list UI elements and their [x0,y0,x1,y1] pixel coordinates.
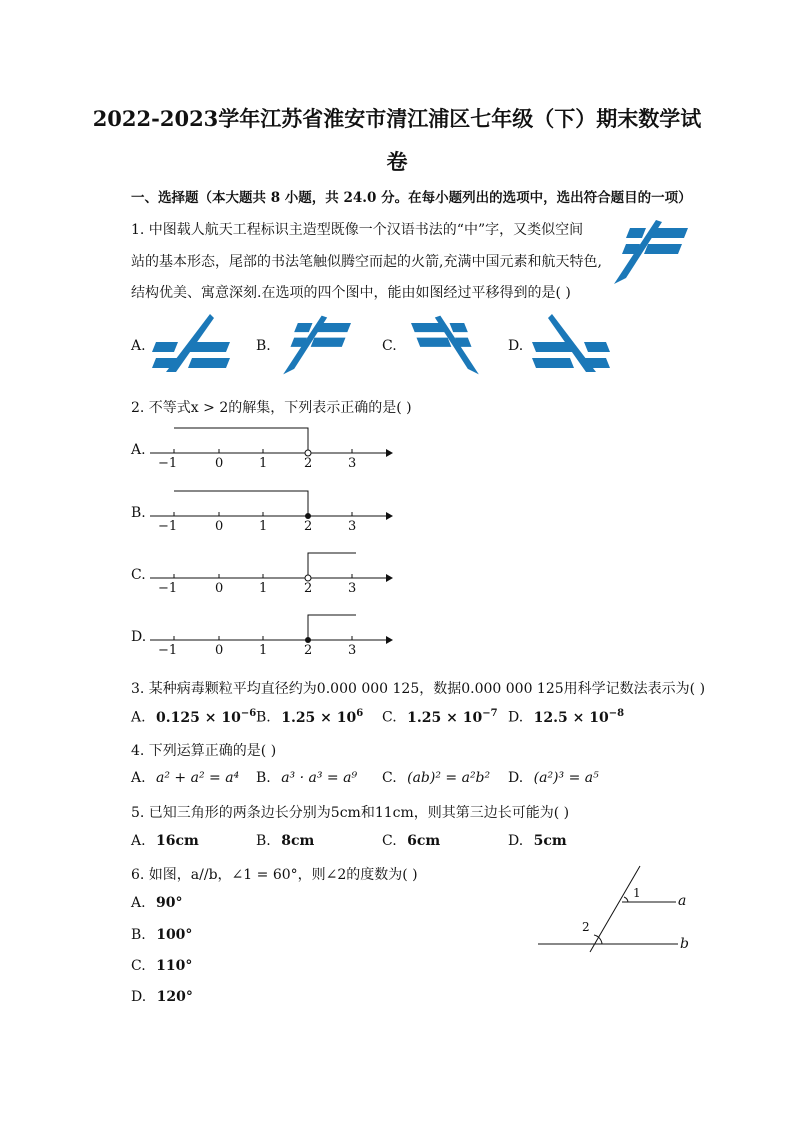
option-letter: B. [256,833,271,849]
q1-main-logo-image [612,216,692,288]
q4-option-b[interactable] [256,770,357,786]
q1-option-d-logo-image[interactable] [530,312,610,376]
tick-label: 3 [348,456,357,471]
option-letter: C. [382,709,397,726]
q5-option-b[interactable] [256,833,314,849]
option-letter: D. [131,989,147,1005]
tick-label: 3 [348,519,357,534]
option-letter: A. [131,833,146,849]
tick-label: 2 [304,519,313,534]
option-base: 1.25 × 10 [407,709,483,726]
q3-option-c[interactable] [382,708,498,726]
q6-parallel-lines-figure [538,862,698,952]
tick-label: 2 [304,581,313,596]
q5-option-d[interactable] [508,833,567,849]
option-expression: a³ · a³ = a⁹ [281,770,358,786]
option-base: 12.5 × 10 [533,709,609,726]
q2-option-a-number-line[interactable] [150,420,395,470]
option-value: 8cm [281,833,315,849]
q2-option-c-label[interactable]: C. [131,567,146,583]
option-expression: a² + a² = a⁴ [156,770,240,786]
option-value: 100° [156,927,193,943]
option-expression: (ab)² = a²b² [407,770,491,786]
tick-label: 1 [259,643,268,658]
option-letter: A. [131,770,146,786]
q6-option-a[interactable] [131,895,183,911]
page-title-line2: 卷 [386,149,408,174]
q5-option-a[interactable] [131,833,199,849]
q6-option-d[interactable] [131,989,193,1005]
option-value: 110° [156,958,193,974]
q4-stem: 4. 下列运算正确的是( ) [131,743,277,759]
option-letter: B. [131,927,146,943]
option-exponent: −6 [240,708,257,719]
tick-label: 1 [259,581,268,596]
option-value: 90° [156,895,183,911]
option-exponent: 6 [356,708,364,719]
q2-option-b-label[interactable]: B. [131,505,146,521]
option-letter: C. [382,770,397,786]
q1-line1: 1. 中图载人航天工程标识主造型既像一个汉语书法的“中”字，又类似空间 [131,222,584,238]
tick-label: −1 [158,519,178,534]
option-letter: A. [131,895,146,911]
q1-line2: 站的基本形态，尾部的书法笔触似腾空而起的火箭,充满中国元素和航天特色, [131,254,602,270]
option-base: 0.125 × 10 [156,709,241,726]
tick-label: 1 [259,519,268,534]
line-b-label: b [680,936,689,952]
tick-label: 0 [215,456,224,471]
q1-line3: 结构优美、寓意深刻.在选项的四个图中，能由如图经过平移得到的是( ) [131,285,571,301]
q2-option-a-label[interactable]: A. [131,442,146,458]
angle-2-label: 2 [582,920,590,934]
q6-option-b[interactable] [131,927,192,943]
option-letter: B. [256,770,271,786]
q3-option-d[interactable] [508,708,624,726]
tick-label: 0 [215,643,224,658]
section-heading: 一、选择题（本大题共 8 小题，共 24.0 分。在每小题列出的选项中，选出符合题目的一项） [131,190,692,206]
page-title-line1: 2022-2023学年江苏省淮安市清江浦区七年级（下）期末数学试 [92,106,702,131]
q2-stem: 2. 不等式x > 2的解集，下列表示正确的是( ) [131,400,412,416]
option-letter: D. [508,770,524,786]
option-letter: D. [508,709,524,726]
option-letter: C. [131,958,146,974]
q2-option-d-number-line[interactable] [150,607,395,657]
q2-option-d-label[interactable]: D. [131,629,147,645]
q6-option-c[interactable] [131,958,192,974]
option-value: 120° [156,989,193,1005]
q5-stem: 5. 已知三角形的两条边长分别为5cm和11cm，则其第三边长可能为( ) [131,805,570,821]
q1-option-d-label[interactable]: D. [508,338,524,354]
tick-label: 3 [348,643,357,658]
q3-option-a[interactable] [131,708,256,726]
tick-label: 0 [215,519,224,534]
q6-stem: 6. 如图，a//b，∠1 = 60°，则∠2的度数为( ) [131,867,418,883]
transversal-line [590,866,640,952]
q3-stem: 3. 某种病毒颗粒平均直径约为0.000 000 125，数据0.000 000 125用科学记数法表示为( ) [131,681,706,697]
option-value: 5cm [533,833,567,849]
q1-option-c-label[interactable]: C. [382,338,397,354]
q2-option-b-number-line[interactable] [150,483,395,533]
option-expression: (a²)³ = a⁵ [533,770,599,786]
q2-option-c-number-line[interactable] [150,545,395,595]
q5-option-c[interactable] [382,833,440,849]
tick-label: 2 [304,456,313,471]
option-letter: B. [256,709,271,726]
tick-label: 2 [304,643,313,658]
tick-label: −1 [158,581,178,596]
option-letter: C. [382,833,397,849]
option-letter: A. [131,709,146,726]
tick-label: 0 [215,581,224,596]
q1-option-b-label[interactable]: B. [256,338,271,354]
option-letter: D. [508,833,524,849]
q4-option-c[interactable] [382,770,490,786]
q1-option-c-logo-image[interactable] [404,312,484,378]
tick-label: −1 [158,456,178,471]
q1-option-b-logo-image[interactable] [278,312,358,378]
q4-option-a[interactable] [131,770,239,786]
q1-option-a-logo-image[interactable] [152,312,232,376]
q4-option-d[interactable] [508,770,599,786]
option-exponent: −7 [482,708,498,719]
option-value: 6cm [407,833,441,849]
line-a-label: a [678,893,687,909]
q3-option-b[interactable] [256,708,363,726]
tick-label: 1 [259,456,268,471]
option-base: 1.25 × 10 [281,709,357,726]
tick-label: −1 [158,643,178,658]
option-exponent: −8 [608,708,625,719]
angle-1-label: 1 [633,886,641,900]
q1-option-a-label[interactable]: A. [131,338,146,354]
tick-label: 3 [348,581,357,596]
option-value: 16cm [156,833,199,849]
